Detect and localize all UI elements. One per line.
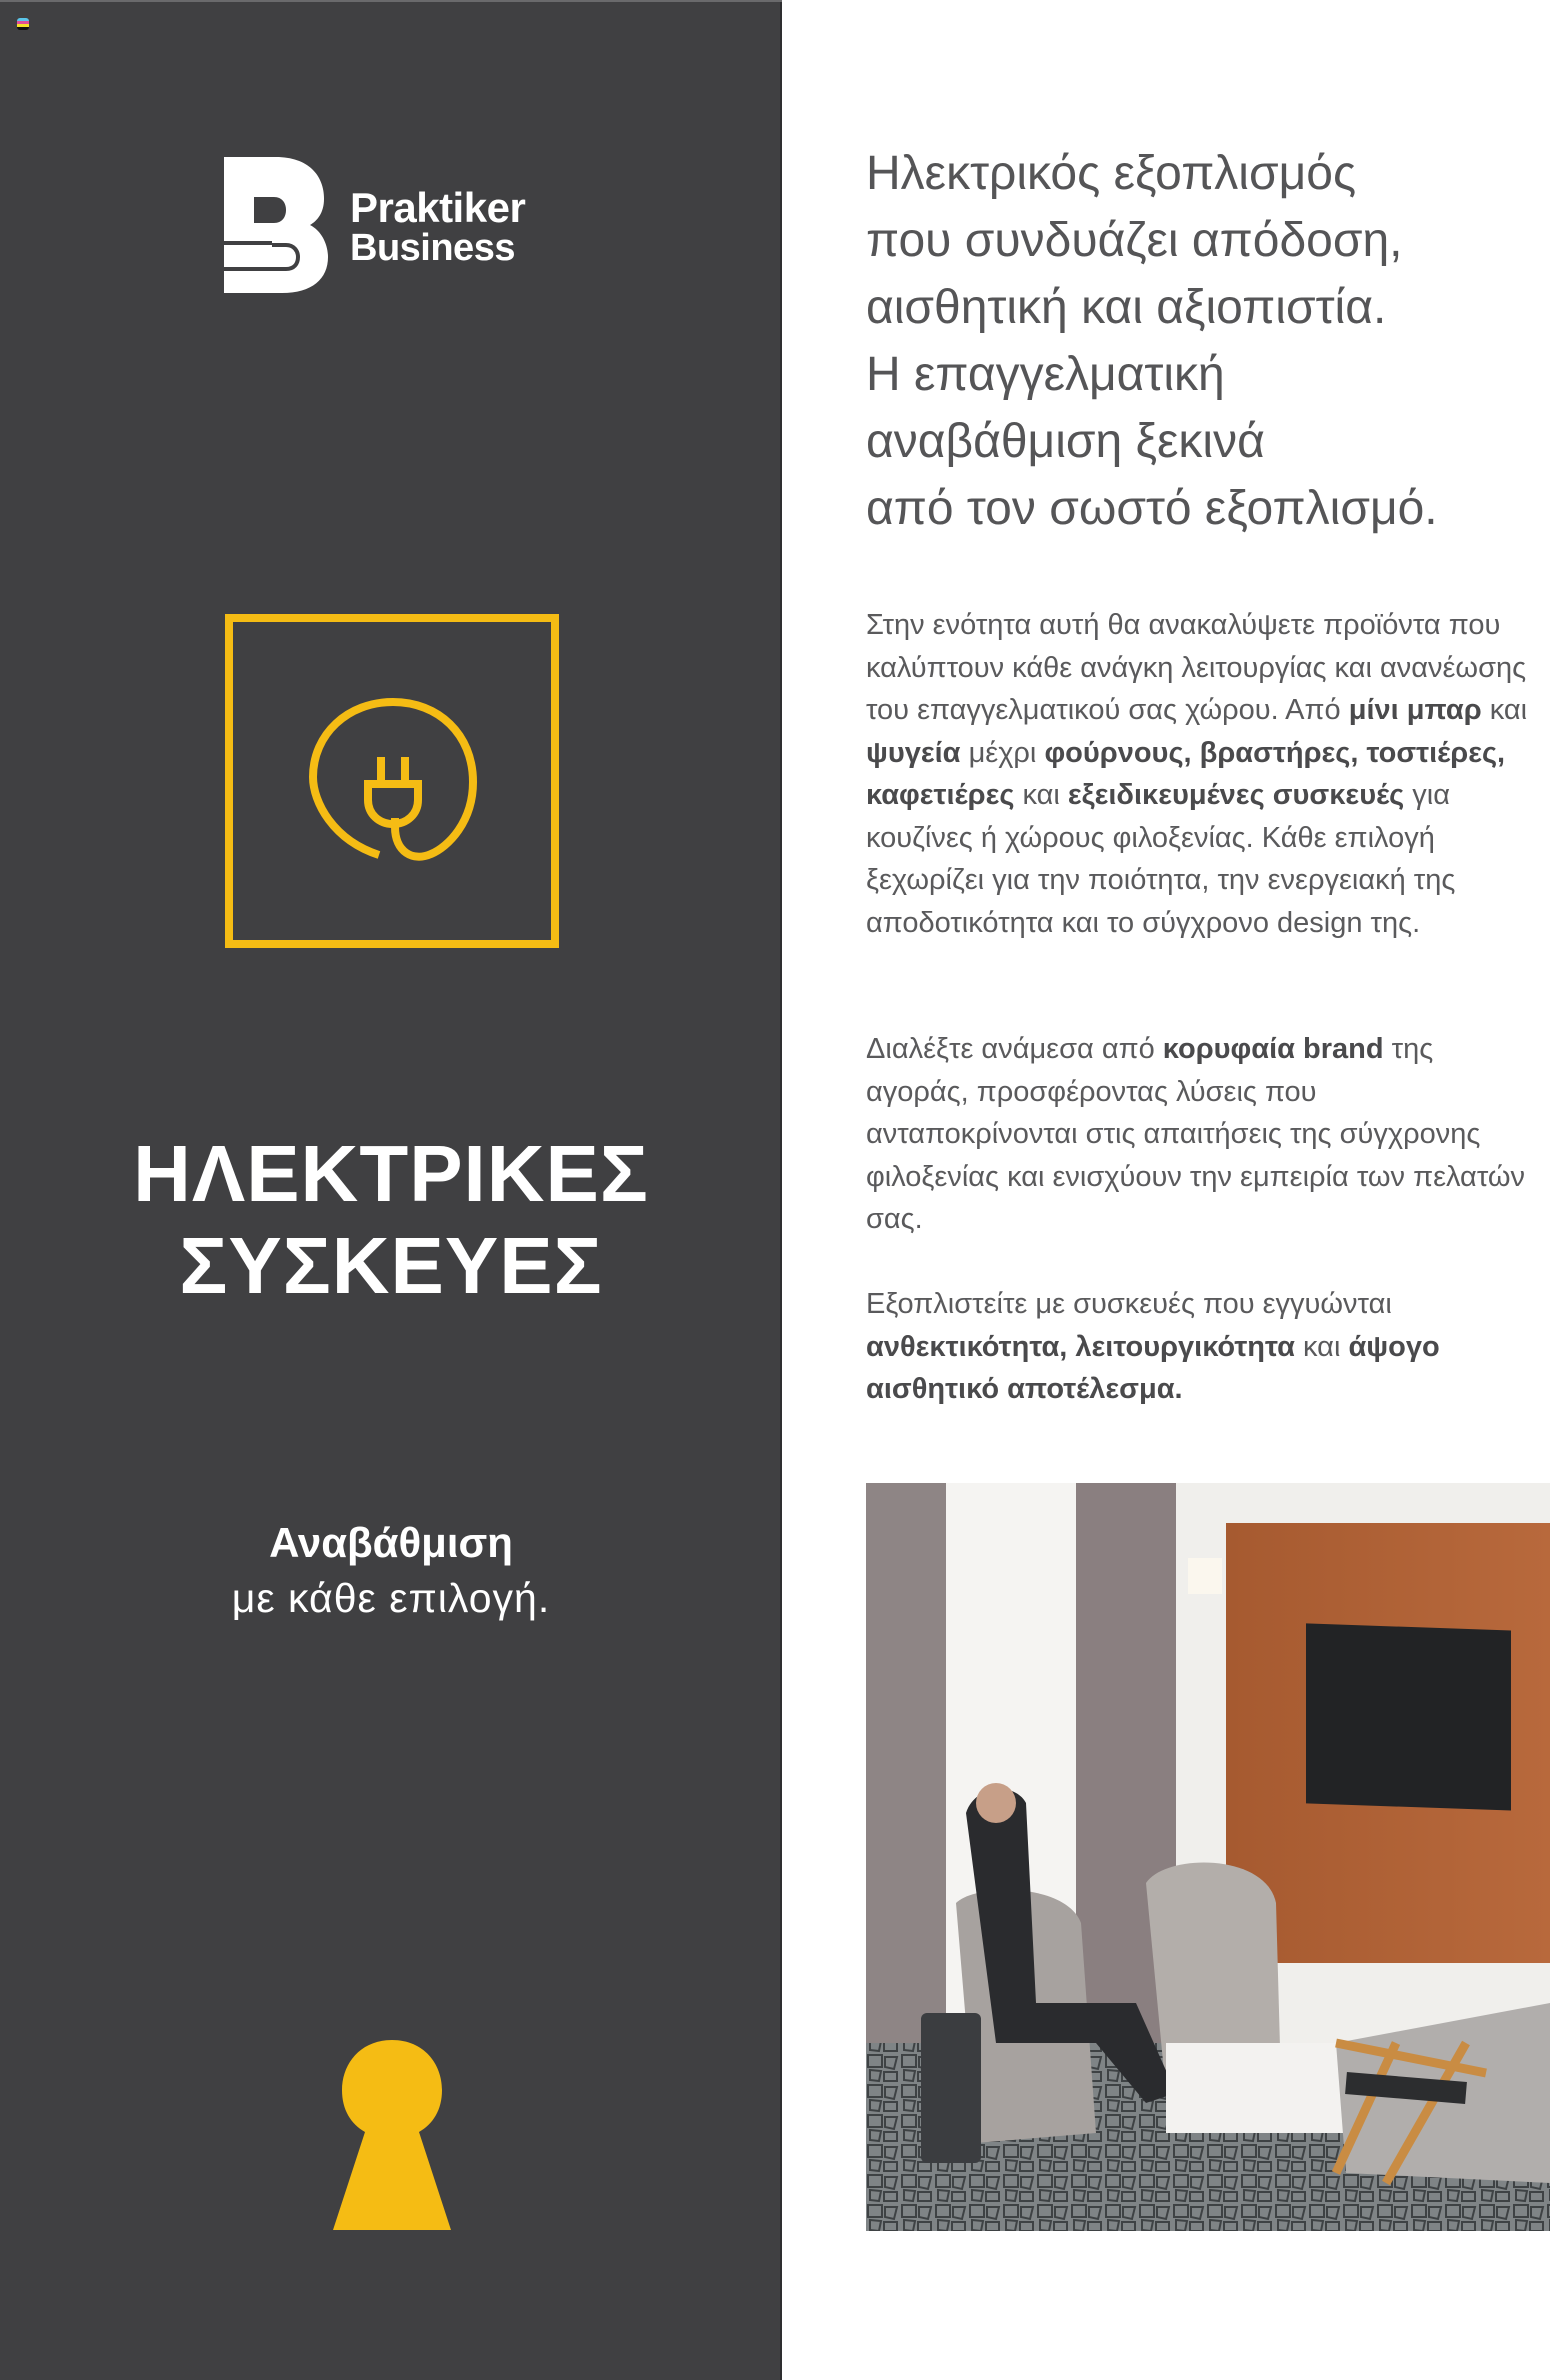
bold-run: εξειδικευμένες συσκευές (1067, 779, 1405, 811)
headline (866, 140, 1526, 542)
bold-run: φούρνους, βραστήρες, τοστιέρες, καφετιέρες (866, 736, 1506, 811)
logo-line-praktiker: Praktiker (350, 184, 526, 231)
category-title-line2: ΣΥΣΚΕΥΕΣ (179, 1221, 603, 1310)
intro-paragraph (866, 604, 1536, 944)
praktiker-business-logo (224, 157, 564, 293)
top-edge-divider (0, 0, 782, 2)
category-title (0, 1128, 782, 1312)
photo-illustration (866, 1483, 1550, 2231)
headline-line: Η επαγγελματική (866, 348, 1225, 401)
headline-line: αναβάθμιση ξεκινά (866, 415, 1265, 468)
plug-icon (233, 622, 551, 940)
text-run: Στην ενότητα αυτή θα ανακαλύψετε προϊόντα που καλύπτουν κάθε ανάγκη λειτουργίας και ανανέωσης του επαγγελματικού σας χώρου. Από (866, 609, 1527, 726)
headline-line: Ηλεκτρικός εξοπλισμός (866, 147, 1357, 200)
headline-line: από τον σωστό εξοπλισμό. (866, 482, 1438, 535)
text-run: Διαλέξτε ανάμεσα από (866, 1033, 1163, 1065)
logo-line-business: Business (350, 227, 515, 269)
brand-b-mark-icon (224, 157, 328, 293)
text-run: και (1014, 779, 1068, 811)
bold-run: μίνι μπαρ (1348, 694, 1482, 726)
headline-line: αισθητική και αξιοπιστία. (866, 281, 1387, 334)
bold-run: άψογο αισθητικό αποτέλεσμα. (866, 1330, 1440, 1405)
logo-wordmark (350, 184, 526, 269)
text-run: για κουζίνες ή χώρους φιλοξενίας. Κάθε επιλογή ξεχωρίζει για την ποιότητα, την ενεργειακή της αποδοτικότητα και το σύγχρονο design της. (866, 779, 1456, 939)
tagline-regular: με κάθε επιλογή. (231, 1575, 551, 1621)
bold-run: ανθεκτικότητα, λειτουργικότητα (866, 1330, 1295, 1363)
bold-run: ψυγεία (866, 736, 961, 769)
text-run: και (1481, 694, 1528, 726)
tagline (0, 1515, 782, 1625)
tagline-bold: Αναβάθμιση (269, 1519, 513, 1566)
text-run: μέχρι (960, 736, 1045, 769)
category-icon-frame (225, 614, 559, 948)
closing-paragraph (866, 1283, 1536, 1411)
brands-paragraph (866, 1028, 1536, 1241)
hotel-room-photo (866, 1483, 1550, 2231)
text-run: και (1294, 1330, 1349, 1363)
headline-line: που συνδυάζει απόδοση, (866, 214, 1403, 267)
keyhole-icon (333, 2040, 451, 2230)
bold-run: κορυφαία brand (1162, 1033, 1384, 1065)
text-run: της αγοράς, προσφέροντας λύσεις που ανταποκρίνονται στις απαιτήσεις της σύγχρονης φιλοξενίας και ενισχύουν την εμπειρία των πελατών σας. (866, 1033, 1526, 1235)
color-registration-marker-icon (17, 18, 29, 30)
text-run: Εξοπλιστείτε με συσκευές που εγγυώνται (866, 1288, 1392, 1320)
category-title-line1: ΗΛΕΚΤΡΙΚΕΣ (133, 1129, 649, 1218)
